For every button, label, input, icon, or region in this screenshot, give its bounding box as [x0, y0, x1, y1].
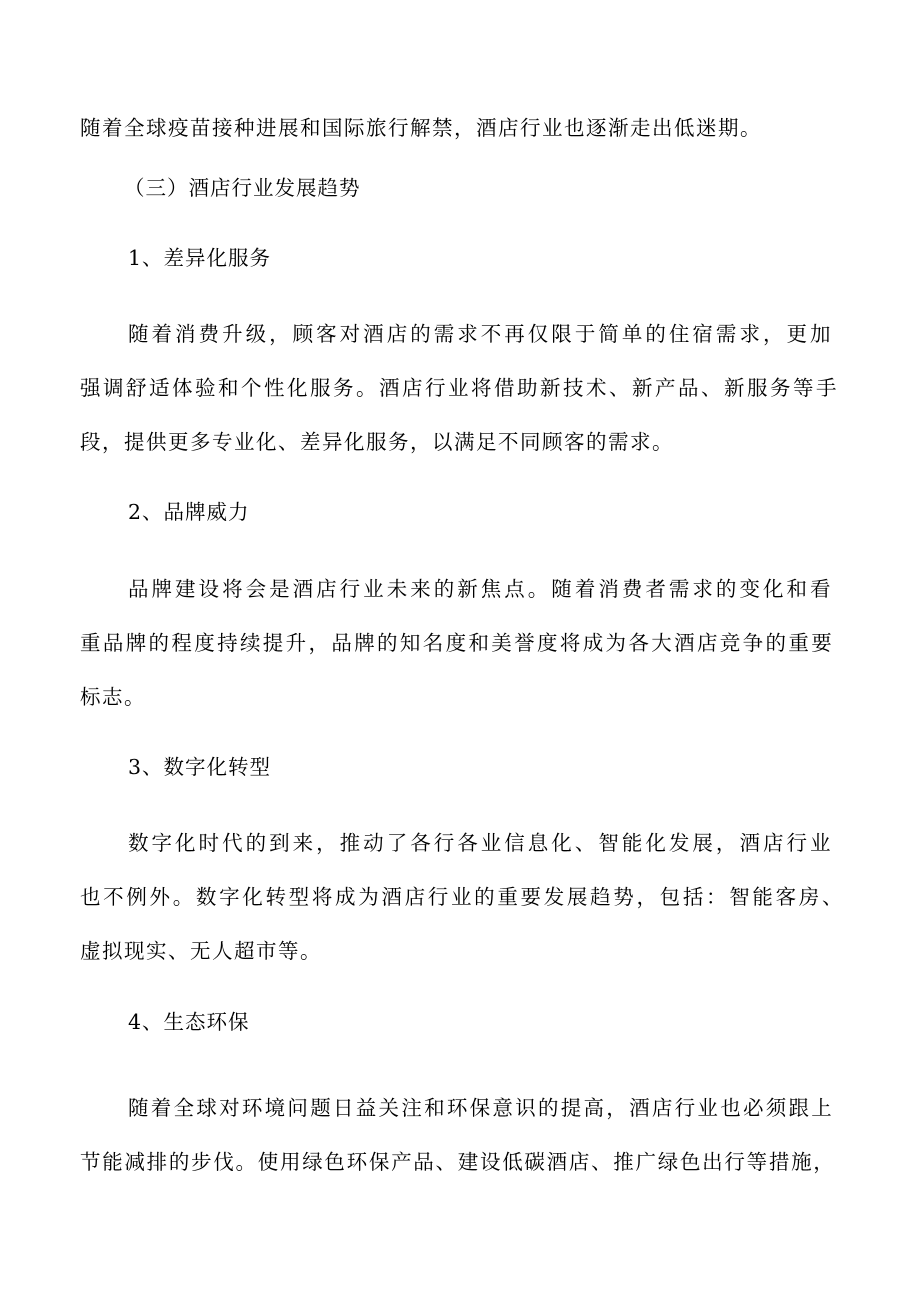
- item-heading-1: 1、差异化服务: [128, 246, 272, 270]
- item-heading-3: 3、数字化转型: [128, 755, 272, 779]
- paragraph-line: 品牌建设将会是酒店行业未来的新焦点。随着消费者需求的变化和看: [128, 577, 832, 601]
- paragraph-line: 随着全球对环境问题日益关注和环保意识的提高，酒店行业也必须跟上: [128, 1096, 832, 1120]
- item-heading-2: 2、品牌威力: [128, 500, 250, 524]
- paragraph-line: 也不例外。数字化转型将成为酒店行业的重要发展趋势，包括：智能客房、: [80, 885, 844, 909]
- paragraph-line: 段，提供更多专业化、差异化服务，以满足不同顾客的需求。: [80, 430, 674, 454]
- paragraph-line: 节能减排的步伐。使用绿色环保产品、建设低碳酒店、推广绿色出行等措施，: [80, 1150, 834, 1174]
- intro-paragraph-tail: 随着全球疫苗接种进展和国际旅行解禁，酒店行业也逐渐走出低迷期。: [80, 116, 762, 140]
- item-heading-4: 4、生态环保: [128, 1010, 250, 1034]
- paragraph-line: 重品牌的程度持续提升，品牌的知名度和美誉度将成为各大酒店竞争的重要: [80, 631, 832, 655]
- paragraph-line: 随着消费升级，顾客对酒店的需求不再仅限于简单的住宿需求，更加: [128, 322, 832, 346]
- paragraph-line: 强调舒适体验和个性化服务。酒店行业将借助新技术、新产品、新服务等手: [80, 376, 838, 400]
- paragraph-line: 标志。: [80, 685, 146, 709]
- paragraph-line: 数字化时代的到来，推动了各行各业信息化、智能化发展，酒店行业: [128, 831, 832, 855]
- section-title: （三）酒店行业发展趋势: [124, 176, 361, 200]
- paragraph-line: 虚拟现实、无人超市等。: [80, 939, 322, 963]
